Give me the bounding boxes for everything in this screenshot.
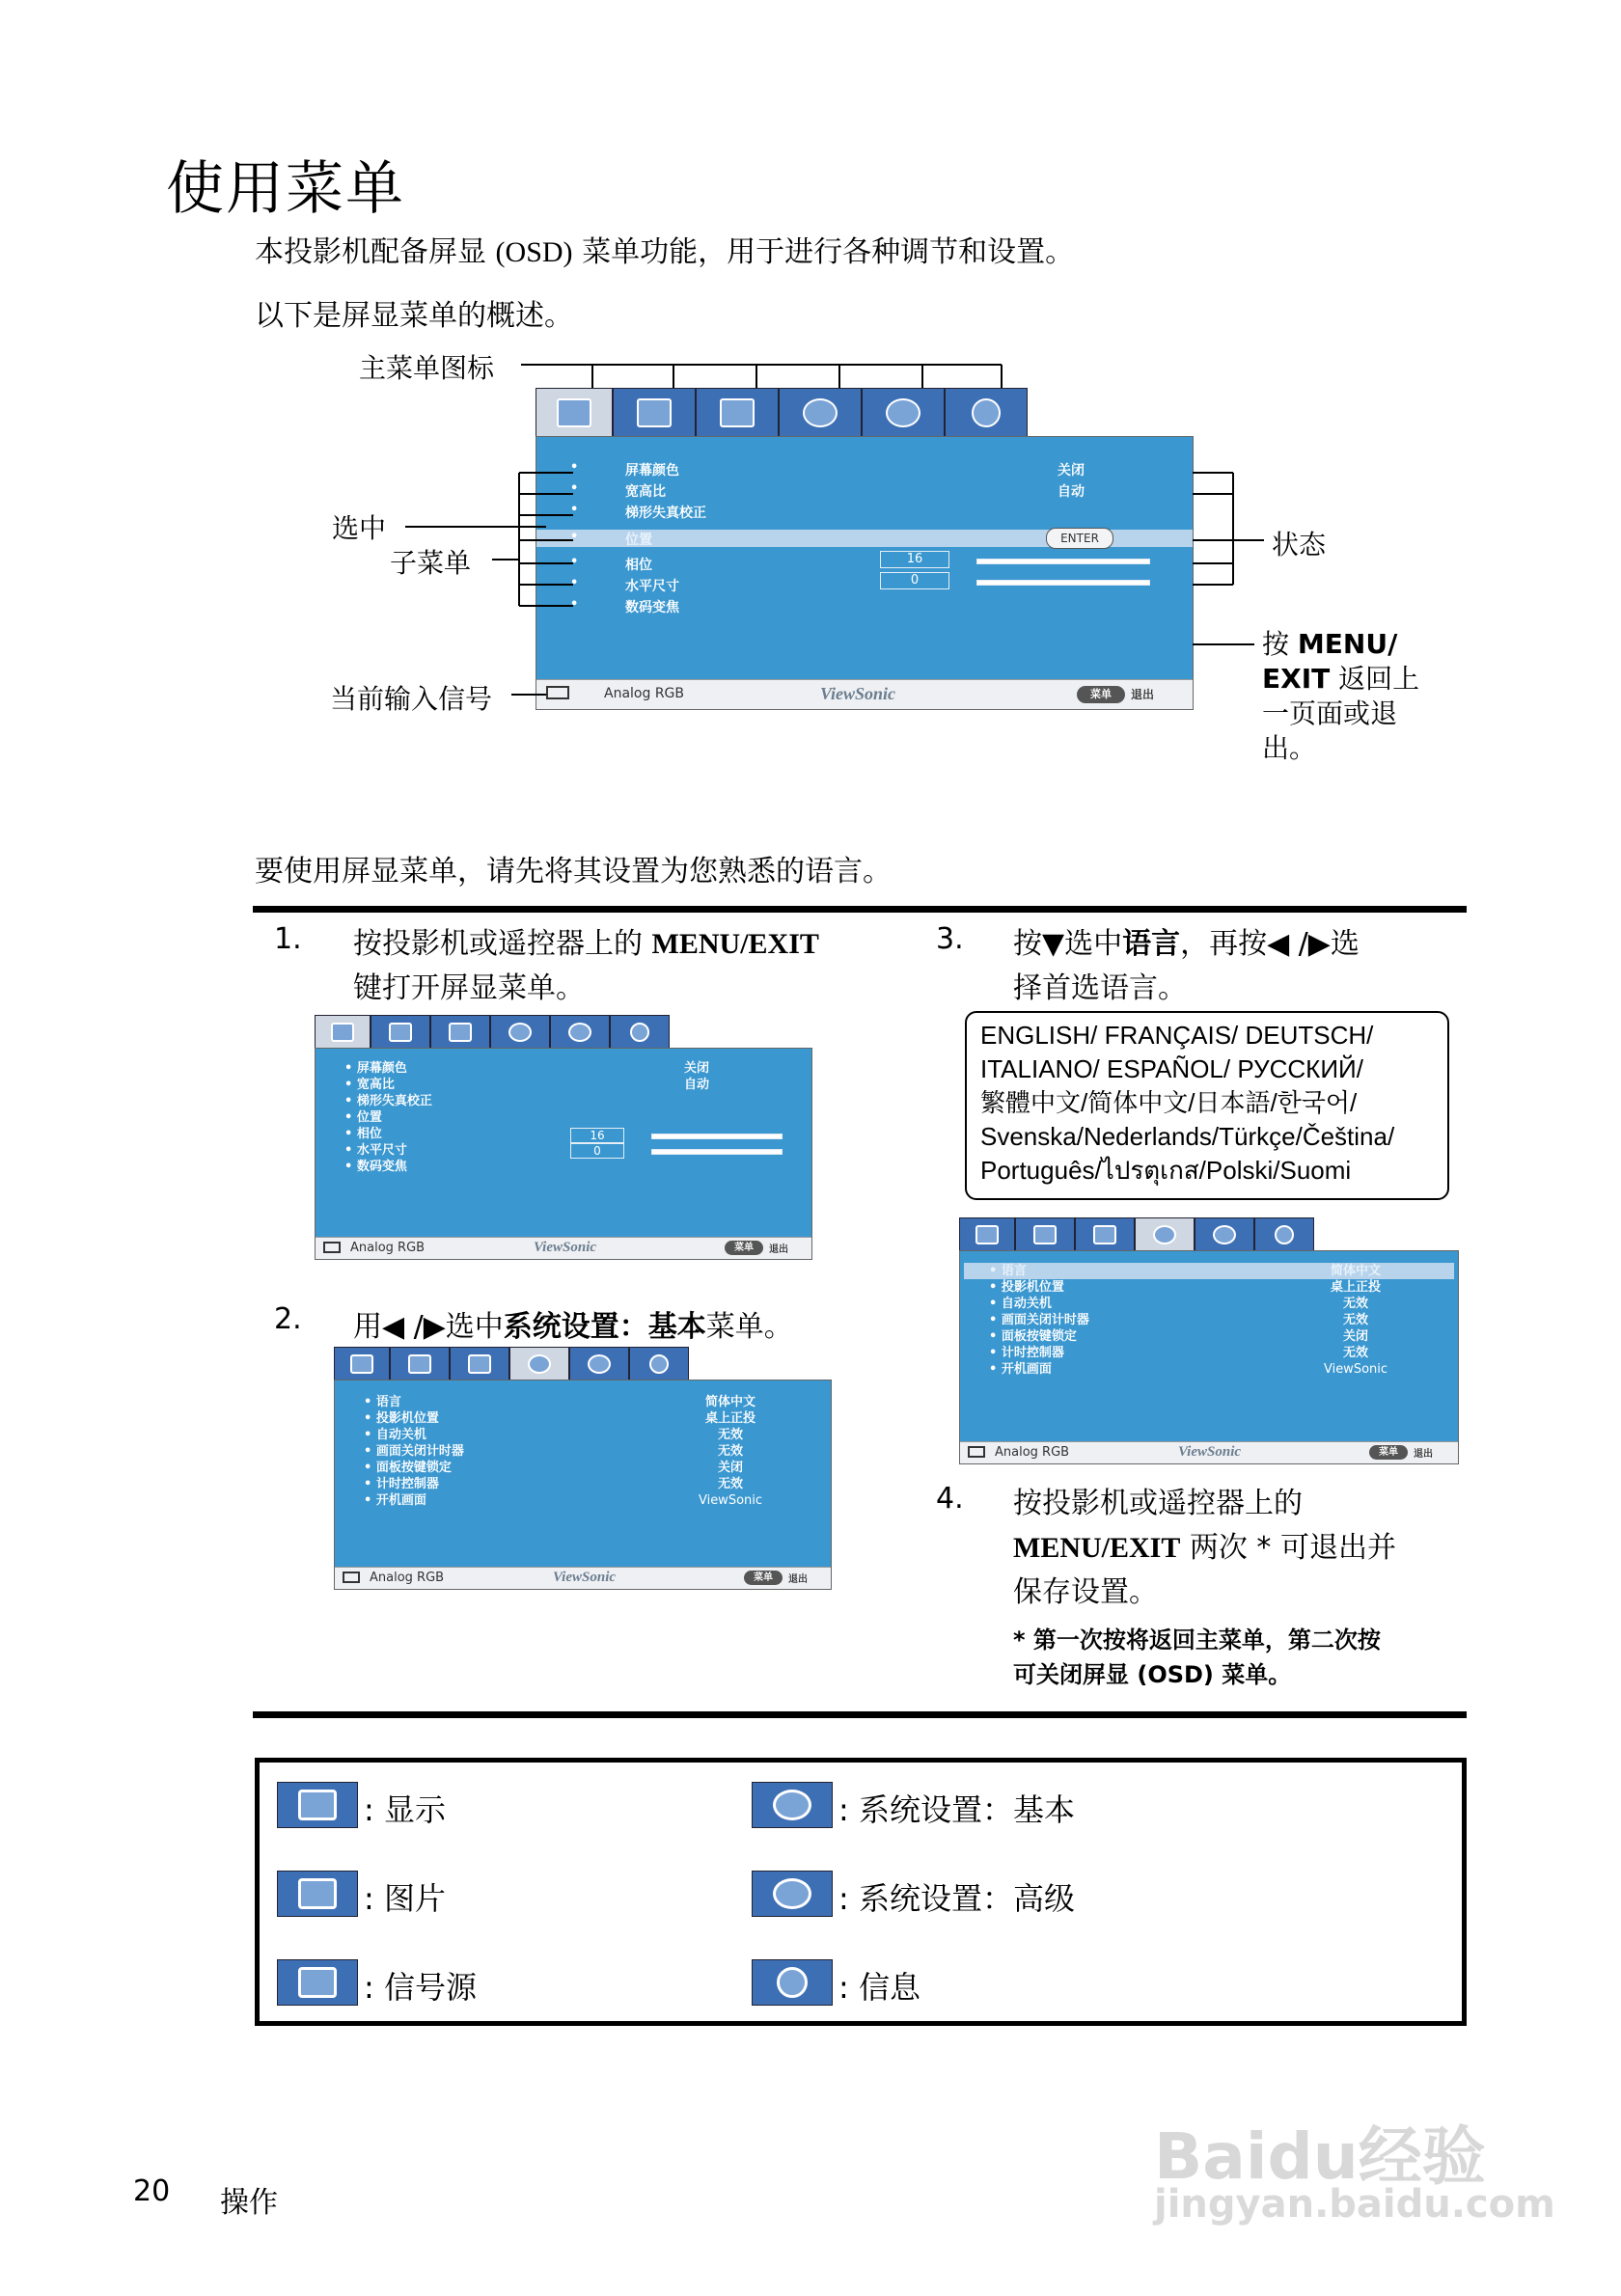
basic-settings-icon [773,1790,811,1820]
info-icon [649,1354,669,1374]
step-3-line-2: 择首选语言。 [1013,971,1187,1005]
menu-list: • 屏幕颜色 • 宽高比 • 梯形失真校正 • 位置 • 相位 • 水平尺寸 • 数码变焦 [344,1061,432,1174]
menu-value: 关闭 [717,1461,743,1475]
step-1-key: MENU/EXIT [651,928,819,960]
basic-settings-icon [508,1023,532,1042]
menu-pill: 菜单 [744,1571,783,1585]
menu-list: • 语言 • 投影机位置 • 自动关机 • 画面关闭计时器 • 面板按键锁定 • 计时控制器 • 开机画面 [364,1395,464,1508]
menu-item: 自动关机 [375,1428,426,1442]
input-source: Analog RGB [350,1241,426,1255]
menu-value: 关闭 [1058,463,1085,478]
menu-item: 屏幕颜色 [356,1061,407,1076]
left-right-arrows: ◀ /▶ [382,1310,446,1344]
legend-picture-tab [277,1871,358,1917]
tab-picture [1015,1217,1075,1252]
menu-item: 位置 [356,1110,382,1125]
menu-item: 开机画面 [375,1493,426,1508]
step-4-number: 4. [936,1482,964,1516]
menu-item: 画面关闭计时器 [1001,1313,1089,1327]
step-4-line-3: 保存设置。 [1013,1575,1158,1609]
step-3-mid-2: ，再按 [1180,927,1268,961]
note-line-1: * 第一次按将返回主菜单，第二次按 [1013,1626,1381,1654]
source-icon [468,1354,491,1374]
phase-value: 16 [570,1128,624,1143]
menu-values [682,1394,779,1509]
source-icon [1093,1225,1116,1244]
baidu-watermark: Baidu经验 [1154,2119,1486,2194]
press-text: 按 [1262,628,1298,660]
menu-item: 水平尺寸 [356,1143,407,1158]
menu-item: 语言 [375,1395,401,1409]
menu-value: ViewSonic [1323,1362,1388,1377]
step-3-pre: 按 [1013,927,1042,961]
step-1-line: 按投影机或遥控器上的 [353,927,652,961]
exit-label: 退出 [788,1574,808,1585]
press-bold: MENU/ [1297,628,1398,660]
menu-values [684,1060,709,1093]
bottom-rule [253,1711,1467,1718]
label-submenu: 子菜单 [390,547,472,579]
intro-text: 本投影机配备屏显 [255,235,496,269]
exit-label: 退出 [1131,688,1155,701]
menu-item: 投影机位置 [1001,1280,1064,1295]
osd-screenshot-step-3 [959,1217,1457,1462]
languages-line: Português/ไปรตุเกส/Polski/Suomi [980,1156,1352,1185]
menu-value: 关闭 [1342,1329,1368,1344]
menu-item: 面板按键锁定 [375,1461,452,1475]
menu-item: 开机画面 [1001,1362,1052,1377]
advanced-settings-icon [773,1878,811,1909]
basic-settings-icon [1153,1225,1176,1244]
brand-logo: ViewSonic [553,1570,617,1585]
phase-slider [651,1134,783,1139]
osd-screenshot-step-1 [315,1015,810,1258]
step-2-menu-name: 系统设置：基本 [503,1310,706,1344]
languages-line: Svenska/Nederlands/Türkçe/Čeština/ [980,1122,1395,1151]
label-highlighted: 选中 [332,512,387,544]
tab-display [315,1015,371,1050]
menu-value: 无效 [1342,1297,1368,1311]
press-text-3: 一页面或退 [1262,697,1398,729]
display-icon [350,1354,373,1374]
menu-item: 数码变焦 [356,1160,407,1174]
step-2-text [353,1302,793,1345]
step-2-post: 菜单。 [705,1310,793,1344]
exit-label: 退出 [769,1244,788,1255]
watermark-url: jingyan.baidu.com [1154,2182,1555,2227]
hsize-value: 0 [880,572,949,589]
hsize-value: 0 [570,1143,624,1159]
picture-icon [389,1023,412,1042]
step-3-language: 语言 [1122,927,1181,961]
menu-pill: 菜单 [1077,686,1125,703]
languages-line: ENGLISH/ FRANÇAIS/ DEUTSCH/ [980,1021,1374,1050]
menu-item: 面板按键锁定 [1001,1329,1077,1344]
legend-advanced-settings-label: : 系统设置：高级 [838,1880,1075,1917]
icon-legend [255,1758,1467,2026]
source-icon [298,1967,337,1998]
menu-item: 宽高比 [356,1078,395,1092]
step-3-post: 选 [1330,927,1360,961]
menu-item-selected: 语言 [1001,1264,1027,1278]
legend-basic-settings-label: : 系统设置：基本 [838,1791,1075,1828]
osd-abbr: (OSD) [495,236,573,268]
hsize-slider [651,1149,783,1155]
tab-source [1075,1217,1135,1252]
tab-info [629,1347,689,1381]
tab-basic-settings [509,1347,569,1381]
input-icon [968,1446,985,1458]
step-2-mid: 选中 [445,1310,504,1344]
menu-value: ViewSonic [698,1493,763,1508]
legend-info-tab [752,1959,833,2006]
legend-info-label: : 信息 [838,1969,920,2006]
source-icon [449,1023,472,1042]
info-icon [630,1023,649,1042]
step-4-note [1013,1623,1381,1692]
info-icon [1275,1225,1294,1244]
menu-value-selected: 简体中文 [1330,1264,1381,1278]
menu-value: 无效 [1342,1346,1368,1360]
tab-advanced-settings [550,1015,610,1050]
legend-basic-settings-tab [752,1782,833,1828]
menu-value: 无效 [717,1428,743,1442]
menu-item: 水平尺寸 [625,579,679,594]
menu-value: 关闭 [684,1061,710,1076]
brand-logo: ViewSonic [534,1240,597,1255]
tab-basic-settings [490,1015,550,1050]
menu-pill: 菜单 [1369,1445,1408,1460]
tab-info [610,1015,670,1050]
input-icon [343,1572,360,1583]
phase-value: 16 [880,551,949,568]
osd-footer [960,1441,1458,1463]
page-number: 20 [133,2174,171,2208]
tab-source [430,1015,490,1050]
osd-panel: • • • • • • • 屏幕颜色 宽高比 梯形失真校正 位置 相位 水平尺寸 数码变焦 关闭 自动 ENTER 16 0 Analog RGB ViewSonic 菜单 退出 [536,436,1194,710]
exit-label: 退出 [1414,1449,1433,1460]
osd-footer [335,1567,831,1589]
osd-footer [316,1237,811,1259]
step-3-number: 3. [936,922,964,956]
legend-source-tab [277,1959,358,2006]
tab-picture [371,1015,430,1050]
legend-source-label: : 信号源 [364,1969,477,2006]
down-arrow: ▼ [1042,927,1065,961]
step-2-pre: 用 [353,1310,382,1344]
legend-advanced-settings-tab [752,1871,833,1917]
brand-logo: ViewSonic [1178,1444,1242,1460]
display-icon [975,1225,999,1244]
menu-item: 计时控制器 [1001,1346,1064,1360]
osd-panel [959,1250,1459,1464]
menu-item: 自动关机 [1001,1297,1052,1311]
menu-item: 投影机位置 [375,1411,439,1426]
input-source: Analog RGB [604,686,685,701]
languages-box [965,1011,1449,1200]
enter-button: ENTER [1046,528,1113,549]
menu-item: 相位 [625,558,652,573]
languages-line: ITALIANO/ ESPAÑOL/ РУССКИЙ/ [980,1054,1363,1083]
menu-value: 自动 [1058,484,1085,500]
menu-value: 桌上正投 [704,1411,756,1426]
osd-main-tabs [315,1015,670,1050]
menu-item: 计时控制器 [375,1477,439,1491]
step-3-mid: 选中 [1064,927,1123,961]
display-icon [331,1023,354,1042]
menu-item: 梯形失真校正 [625,506,706,521]
menu-value: 自动 [684,1078,710,1092]
intro-text-2: 菜单功能，用于进行各种调节和设置。 [572,235,1075,269]
picture-icon [298,1878,337,1909]
page-title: 使用菜单 [166,155,405,223]
step-2-number: 2. [274,1302,302,1336]
tab-source [450,1347,509,1381]
step-1-text [353,922,819,1011]
osd-panel [315,1048,812,1260]
step-1-line-2: 键打开屏显菜单。 [353,971,585,1005]
menu-list: • 语言 • 投影机位置 • 自动关机 • 画面关闭计时器 • 面板按键锁定 • 计时控制器 • 开机画面 [989,1264,1089,1377]
menu-item: 屏幕颜色 [625,463,679,478]
tab-info [1254,1217,1314,1252]
tab-basic-settings [1135,1217,1195,1252]
label-input-signal: 当前输入信号 [330,683,493,715]
tab-advanced-settings [1195,1217,1254,1252]
label-status: 状态 [1272,529,1327,560]
menu-value: 无效 [717,1444,743,1459]
left-right-arrows: ◀ /▶ [1267,927,1331,961]
intro-line-2: 以下是屏显菜单的概述。 [255,299,573,333]
tab-display [959,1217,1015,1252]
step-4-line-2: 两次 * 可退出并 [1180,1531,1396,1565]
press-bold-2: EXIT [1262,663,1331,695]
osd-screenshot-step-2 [334,1347,830,1588]
menu-item: 宽高比 [625,484,666,500]
osd-main-tabs [959,1217,1314,1252]
menu-item: 梯形失真校正 [356,1094,432,1108]
osd-panel [334,1380,832,1590]
menu-value: 无效 [717,1477,743,1491]
menu-value: 简体中文 [704,1395,756,1409]
picture-icon [1033,1225,1057,1244]
input-source: Analog RGB [995,1445,1070,1460]
input-icon [323,1242,341,1253]
advanced-settings-icon [588,1354,611,1374]
menu-pill: 菜单 [725,1241,763,1255]
legend-picture-label: : 图片 [364,1880,446,1917]
language-prompt: 要使用屏显菜单，请先将其设置为您熟悉的语言。 [255,855,892,888]
input-source: Analog RGB [370,1571,445,1585]
basic-settings-icon [528,1354,551,1374]
menu-values [1307,1263,1404,1378]
info-icon [777,1967,808,1998]
picture-icon [408,1354,431,1374]
label-main-menu-icon: 主菜单图标 [359,352,495,384]
legend-display-label: : 显示 [364,1791,446,1828]
note-line-2: 可关闭屏显 (OSD) 菜单。 [1013,1661,1292,1688]
step-3-text [1013,922,1360,1011]
label-press-menu-exit [1262,627,1419,766]
step-4-key: MENU/EXIT [1013,1532,1181,1564]
tab-display [334,1347,390,1381]
tab-advanced-settings [569,1347,629,1381]
legend-display-tab [277,1782,358,1828]
menu-value: 桌上正投 [1330,1280,1381,1295]
section-name: 操作 [220,2186,278,2220]
advanced-settings-icon [568,1023,591,1042]
menu-item: 相位 [356,1127,382,1141]
top-rule [253,906,1467,913]
menu-value: 无效 [1342,1313,1368,1327]
display-icon [298,1790,337,1820]
brand-logo: ViewSonic [820,684,896,703]
menu-item: 数码变焦 [625,600,679,615]
step-1-number: 1. [274,922,302,956]
press-text-2: 返回上 [1330,663,1420,695]
advanced-settings-icon [1213,1225,1236,1244]
press-text-4: 出。 [1262,732,1317,764]
languages-line: 繁體中文/简体中文/日本語/한국어/ [980,1088,1358,1117]
tab-picture [390,1347,450,1381]
menu-item-selected: 位置 [625,533,652,548]
menu-item: 画面关闭计时器 [375,1444,464,1459]
osd-main-tabs [334,1347,689,1381]
step-4-text [1013,1482,1396,1615]
step-4-line-1: 按投影机或遥控器上的 [1013,1487,1303,1520]
